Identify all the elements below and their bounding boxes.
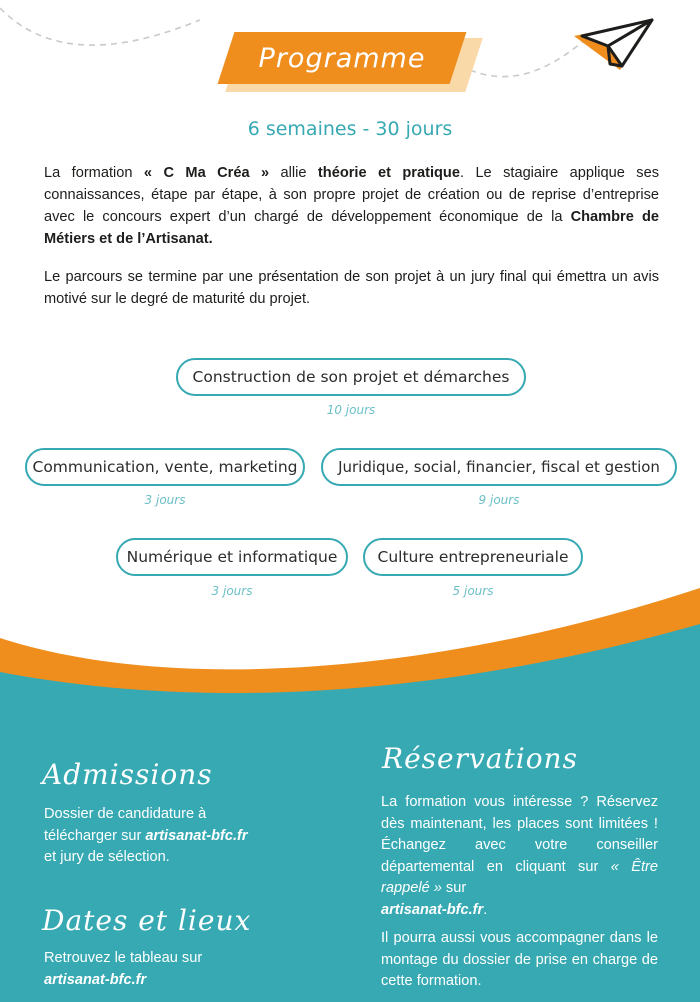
text-line — [44, 826, 344, 848]
text-segment: sur — [441, 880, 467, 896]
reservations-title: Réservations — [382, 742, 578, 775]
paper-plane-icon — [568, 14, 658, 76]
text-line: Dossier de candidature à — [44, 806, 207, 822]
formation-name: « C Ma Créa » — [143, 165, 270, 181]
dates-title: Dates et lieux — [42, 904, 252, 937]
module-pill: Numérique et informatique — [116, 538, 348, 576]
text-segment: . — [483, 901, 488, 918]
module-duration: 10 jours — [326, 403, 376, 417]
admissions-text — [44, 804, 344, 869]
module-pill: Culture entrepreneuriale — [363, 538, 583, 576]
website-link[interactable]: artisanat-bfc.fr — [44, 971, 147, 988]
website-link[interactable]: artisanat-bfc.fr — [381, 901, 484, 918]
text-segment: . Le stagiaire applique ses connaissances, étape par étape, à son propre projet de création ou de reprise d’entreprise avec le concours expert d’un chargé de développement économique de la — [44, 165, 659, 225]
admissions-title: Admissions — [42, 758, 213, 791]
reservations-paragraph-2: Il pourra aussi vous accompagner dans le montage du dossier de prise en charge de cette formation. — [381, 930, 658, 989]
chambre-metiers-emphasis: Chambre de Métiers et de l’Artisanat. — [44, 209, 659, 247]
text-line: Retrouvez le tableau sur — [44, 950, 203, 966]
dates-text — [44, 948, 344, 991]
module-pill: Communication, vente, marketing — [25, 448, 305, 486]
module-duration: 5 jours — [452, 584, 494, 598]
programme-banner — [218, 28, 480, 94]
intro-paragraph-2: Le parcours se termine par une présentation de son projet à un jury final qui émettra un avis motivé sur le degré de maturité du projet. — [44, 269, 659, 307]
intro-paragraph-1 — [44, 162, 659, 250]
module-pill: Construction de son projet et démarches — [176, 358, 526, 396]
text-line: et jury de sélection. — [44, 849, 170, 865]
website-link[interactable]: artisanat-bfc.fr — [145, 827, 248, 844]
text-segment: La formation vous intéresse ? Réservez dès maintenant, les places sont limitées ! Échangez avec votre conseiller départemental en cliquant sur — [381, 794, 658, 875]
banner-title: Programme — [258, 42, 426, 74]
rappel-label: « Être rappelé » — [381, 858, 659, 896]
module-duration: 3 jours — [144, 493, 186, 507]
duration-subtitle: 6 semaines - 30 jours — [247, 118, 453, 140]
module-duration: 3 jours — [211, 584, 253, 598]
text-segment: allie — [269, 165, 318, 181]
module-pill: Juridique, social, financier, fiscal et gestion — [321, 448, 677, 486]
text-segment: télécharger sur — [44, 827, 146, 844]
reservations-paragraph-1 — [381, 792, 658, 921]
module-duration: 9 jours — [478, 493, 520, 507]
text-segment: La formation — [44, 165, 144, 181]
theory-practice-emphasis: théorie et pratique — [317, 165, 460, 181]
